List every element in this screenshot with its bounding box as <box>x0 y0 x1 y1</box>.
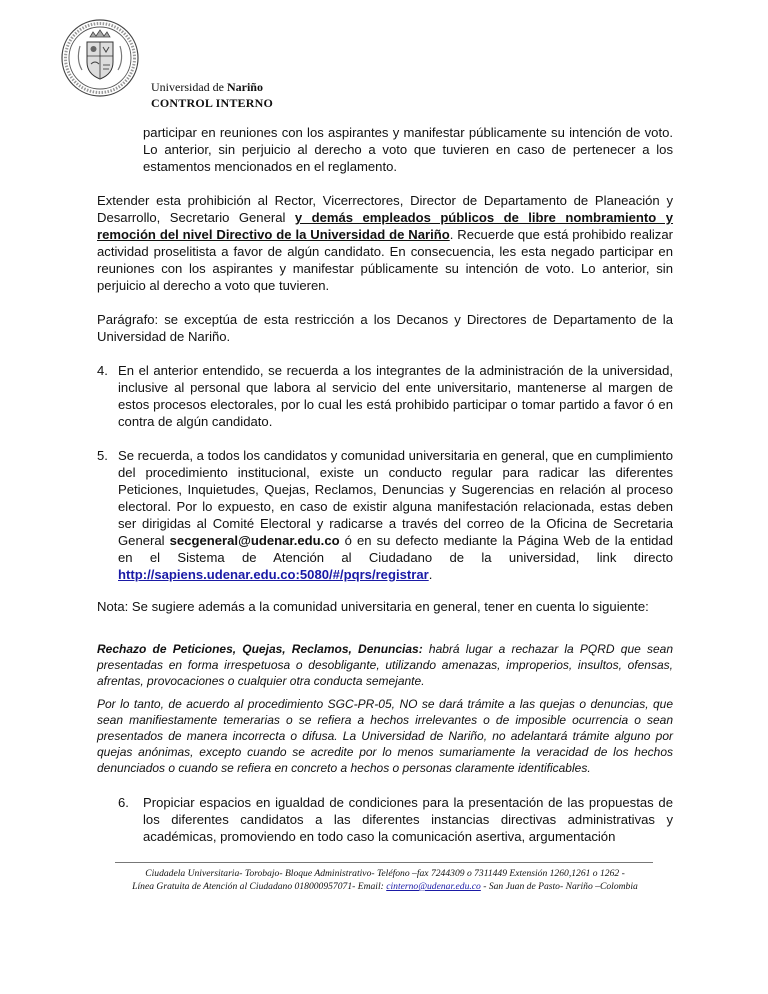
pqrs-link[interactable]: http://sapiens.udenar.edu.co:5080/#/pqrs/registrar <box>118 567 429 582</box>
paragraph-por-tanto: Por lo tanto, de acuerdo al procedimiento SGC-PR-05, NO se dará trámite a las quejas o denuncias, que sean manifiestamente temerarias o se refiera a hechos irrelevantes o de imposible ocurrencia o sean presentados de manera incorrecta o difusa. La Universidad de Nariño, no adelantará trámite alguno por quejas anónimas, excepto cuando se acredite por lo menos sumariamente la veracidad de los hechos denunciados o cuando se refiera en concreto a hechos o personas claramente identificables. <box>97 697 673 775</box>
paragraph-prohibition: Extender esta prohibición al Rector, Vicerrectores, Director de Departamento de Planeación y Desarrollo, Secretario General y demás empleados públicos de libre nombramiento y remoción del nivel Directivo de la Universidad de Nariño. Recuerde que está prohibido realizar actividad proselitista a favor de algún candidato. En consecuencia, les esta negado participar en reuniones con los aspirantes y manifestar públicamente su intención de voto. Lo anterior, sin perjuicio al derecho a voto que tuvieren. <box>97 193 674 293</box>
header-office: CONTROL INTERNO <box>151 96 274 110</box>
list-number-6: 6. <box>118 795 129 810</box>
paragraph-nota: Nota: Se sugiere además a la comunidad universitaria en general, tener en cuenta lo siguiente: <box>97 599 649 614</box>
list-item-6: Propiciar espacios en igualdad de condiciones para la presentación de las propuestas de los diferentes candidatos a las diferentes instancias directivas administrativas y académicas, promoviendo en todo caso la comunicación asertiva, argumentación <box>143 795 673 844</box>
list-item-4: En el anterior entendido, se recuerda a los integrantes de la administración de la universidad, inclusive al personal que labora al servicio del ente universitario, mantenerse al margen de estos procesos electorales, por lo cual les está prohibido participar o tomar partido a favor ó en contra de algún candidato. <box>118 363 673 429</box>
list-number-5: 5. <box>97 448 108 463</box>
email-secgeneral: secgeneral@udenar.edu.co <box>169 533 340 548</box>
paragraph-continuation: participar en reuniones con los aspirantes y manifestar públicamente su intención de voto. Lo anterior, sin perjuicio al derecho a voto que tuvieren en caso de pertenecer a los estamentos mencionados en el reglamento. <box>143 125 673 174</box>
footer-contact: Línea Gratuita de Atención al Ciudadano 018000957071- Email: cinterno@udenar.edu.co - San Juan de Pasto- Nariño –Colombia <box>132 881 638 892</box>
list-item-5: Se recuerda, a todos los candidatos y comunidad universitaria en general, que en cumplimiento del procedimiento institucional, existe un conducto regular para radicar las diferentes Peticiones, Inquietudes, Quejas, Reclamos, Denuncias y Sugerencias en relación al proceso electoral. Por lo expuesto, en caso de existir alguna manifestación relacionada, estas deben ser dirigidas al Comité Electoral y radicarse a través del correo de la Oficina de Secretaria General secgeneral@udenar.edu.co ó en su defecto mediante la Página Web de la entidad en el Sistema de Atención al Ciudadano de la universidad, link directo http://sapiens.udenar.edu.co:5080/#/pqrs/registrar. <box>118 448 673 582</box>
footer-address: Ciudadela Universitaria- Torobajo- Bloque Administrativo- Teléfono –fax 7244309 o 7311449 Extensión 1260,1261 o 1262 - <box>145 868 625 879</box>
header-university: Universidad de Nariño <box>151 80 263 94</box>
list-number-4: 4. <box>97 363 108 378</box>
paragraph-paragrafo: Parágrafo: se exceptúa de esta restricción a los Decanos y Directores de Departamento de la Universidad de Nariño. <box>97 312 673 344</box>
paragraph-rechazo: Rechazo de Peticiones, Quejas, Reclamos, Denuncias: habrá lugar a rechazar la PQRD que sean presentadas en forma irrespetuosa o desobligante, utilizando amenazas, improperios, insultos, ofensas, afrentas, provocaciones o cualquier otra conducta semejante. <box>97 642 673 688</box>
footer-divider <box>115 862 653 863</box>
footer-email-link[interactable]: cinterno@udenar.edu.co <box>386 881 481 892</box>
university-seal-logo <box>60 18 140 98</box>
